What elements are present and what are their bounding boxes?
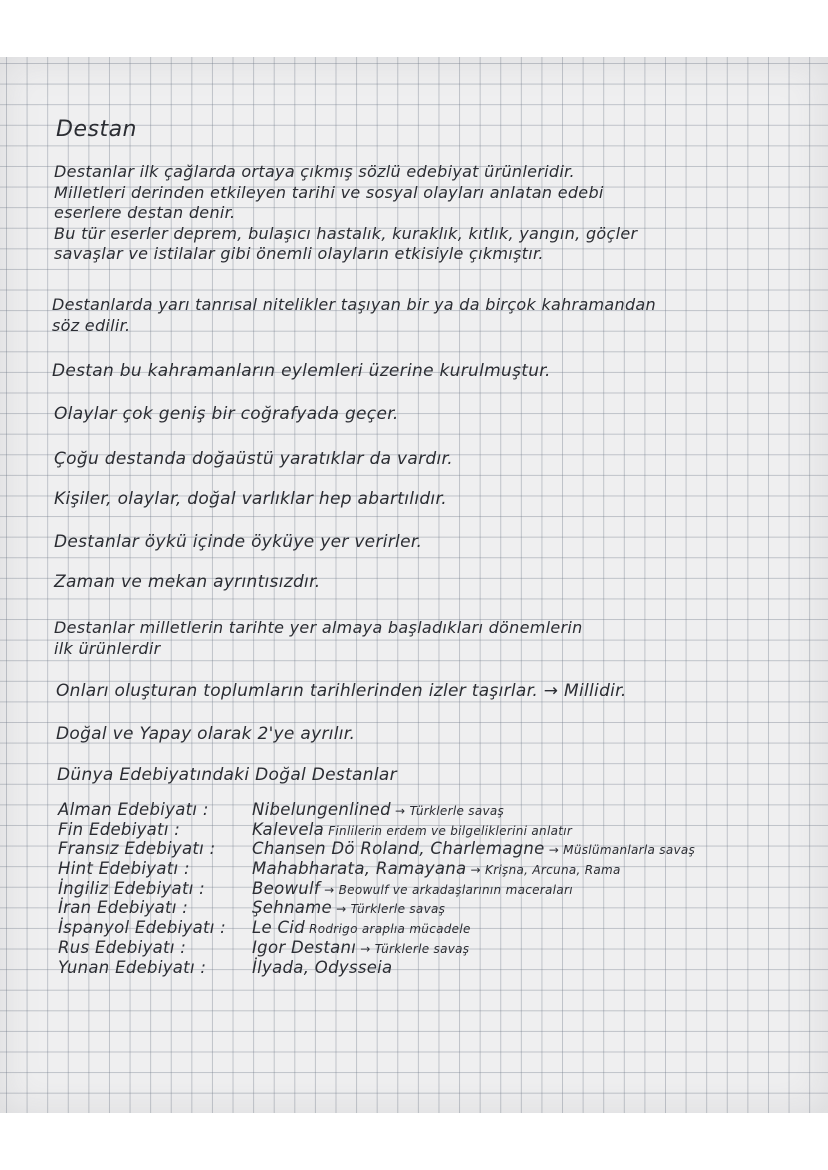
literature-name: Alman Edebiyatı : (58, 800, 209, 819)
epic-note: → Türklerle savaş (356, 941, 470, 956)
epic-name: Beowulf (252, 878, 321, 898)
epic-note: → Türklerle savaş (390, 804, 505, 818)
epic-name: Mahabharata, Ramayana (252, 859, 467, 879)
epic-note: → Krişna, Arcuna, Rama (466, 863, 621, 878)
text-line: Destanlar ilk çağlarda ortaya çıkmış sözlü edebiyat ürünleridir. (54, 162, 575, 181)
epic-entry (252, 938, 469, 957)
page-title: Destan (56, 117, 137, 142)
text-line: Milletleri derinden etkileyen tarihi ve sosyal olayları anlatan edebi (54, 182, 604, 202)
epic-entry (252, 820, 572, 839)
epic-note: → Müslümanlarla savaş (544, 843, 696, 858)
intro-paragraph (54, 162, 637, 265)
note-line: Çoğu destanda doğaüstü yaratıklar da vardır. (54, 449, 453, 469)
epic-entry (252, 800, 504, 819)
text-line: Bu tür eserler deprem, bulaşıcı hastalık, kuraklık, kıtlık, yangın, göçler (54, 223, 638, 243)
literature-name: İspanyol Edebiyatı : (58, 918, 227, 938)
note-line: Destan bu kahramanların eylemleri üzerine kurulmuştur. (52, 361, 551, 381)
note-line: Onları oluşturan toplumların tarihlerinden izler taşırlar. → Millidir. (56, 681, 627, 701)
epic-name: İlyada, Odysseia (252, 957, 393, 977)
literature-name: İran Edebiyatı : (58, 898, 189, 918)
text-line: savaşlar ve istilalar gibi önemli olayların etkisiyle çıkmıştır. (54, 244, 544, 263)
epic-name: Chansen Dö Roland, Charlemagne (252, 839, 545, 859)
note-line: Kişiler, olaylar, doğal varlıklar hep abartılıdır. (54, 489, 447, 509)
literature-name: Hint Edebiyatı : (58, 859, 190, 879)
text-line: Destanlarda yarı tanrısal nitelikler taşıyan bir ya da birçok kahramandan (52, 295, 656, 314)
literature-name: İngiliz Edebiyatı : (58, 878, 205, 898)
epic-entry (252, 879, 573, 898)
epic-note: → Türklerle savaş (331, 902, 446, 917)
note-line: Doğal ve Yapay olarak 2'ye ayrılır. (56, 724, 356, 744)
literature-name: Fin Edebiyatı : (58, 819, 181, 839)
epic-entry (252, 918, 471, 937)
text-line: ilk ürünlerdir (54, 638, 161, 658)
note-line: Olaylar çok geniş bir coğrafyada geçer. (54, 404, 399, 424)
epic-name: Igor Destanı (252, 937, 357, 957)
epic-entry (252, 859, 621, 878)
note-line: Destanlar öykü içinde öyküye yer verirler. (54, 532, 423, 552)
text-line: söz edilir. (52, 315, 131, 335)
epic-name: Nibelungenlined (252, 800, 391, 819)
epic-entry (252, 898, 445, 917)
epic-entry (252, 839, 695, 858)
note-paragraph (54, 618, 583, 659)
literature-name: Fransız Edebiyatı : (58, 839, 216, 859)
literature-name: Rus Edebiyatı : (58, 937, 187, 957)
literature-name: Yunan Edebiyatı : (58, 957, 207, 977)
text-line: Destanlar milletlerin tarihte yer almaya başladıkları dönemlerin (54, 618, 583, 637)
epic-note: Rodrigo araplıa mücadele (304, 922, 471, 937)
epic-name: Le Cid (252, 918, 305, 938)
heroes-paragraph (52, 295, 656, 336)
epic-note: Finlilerin erdem ve bilgeliklerini anlatır (324, 823, 573, 838)
section-heading: Dünya Edebiyatındaki Doğal Destanlar (57, 765, 397, 785)
epic-entry (252, 958, 392, 977)
epic-name: Şehname (252, 898, 332, 918)
epic-name: Kalevela (252, 819, 325, 839)
note-line: Zaman ve mekan ayrıntısızdır. (54, 572, 321, 592)
text-line: eserlere destan denir. (54, 203, 236, 222)
epic-note: → Beowulf ve arkadaşlarının maceraları (320, 882, 573, 897)
